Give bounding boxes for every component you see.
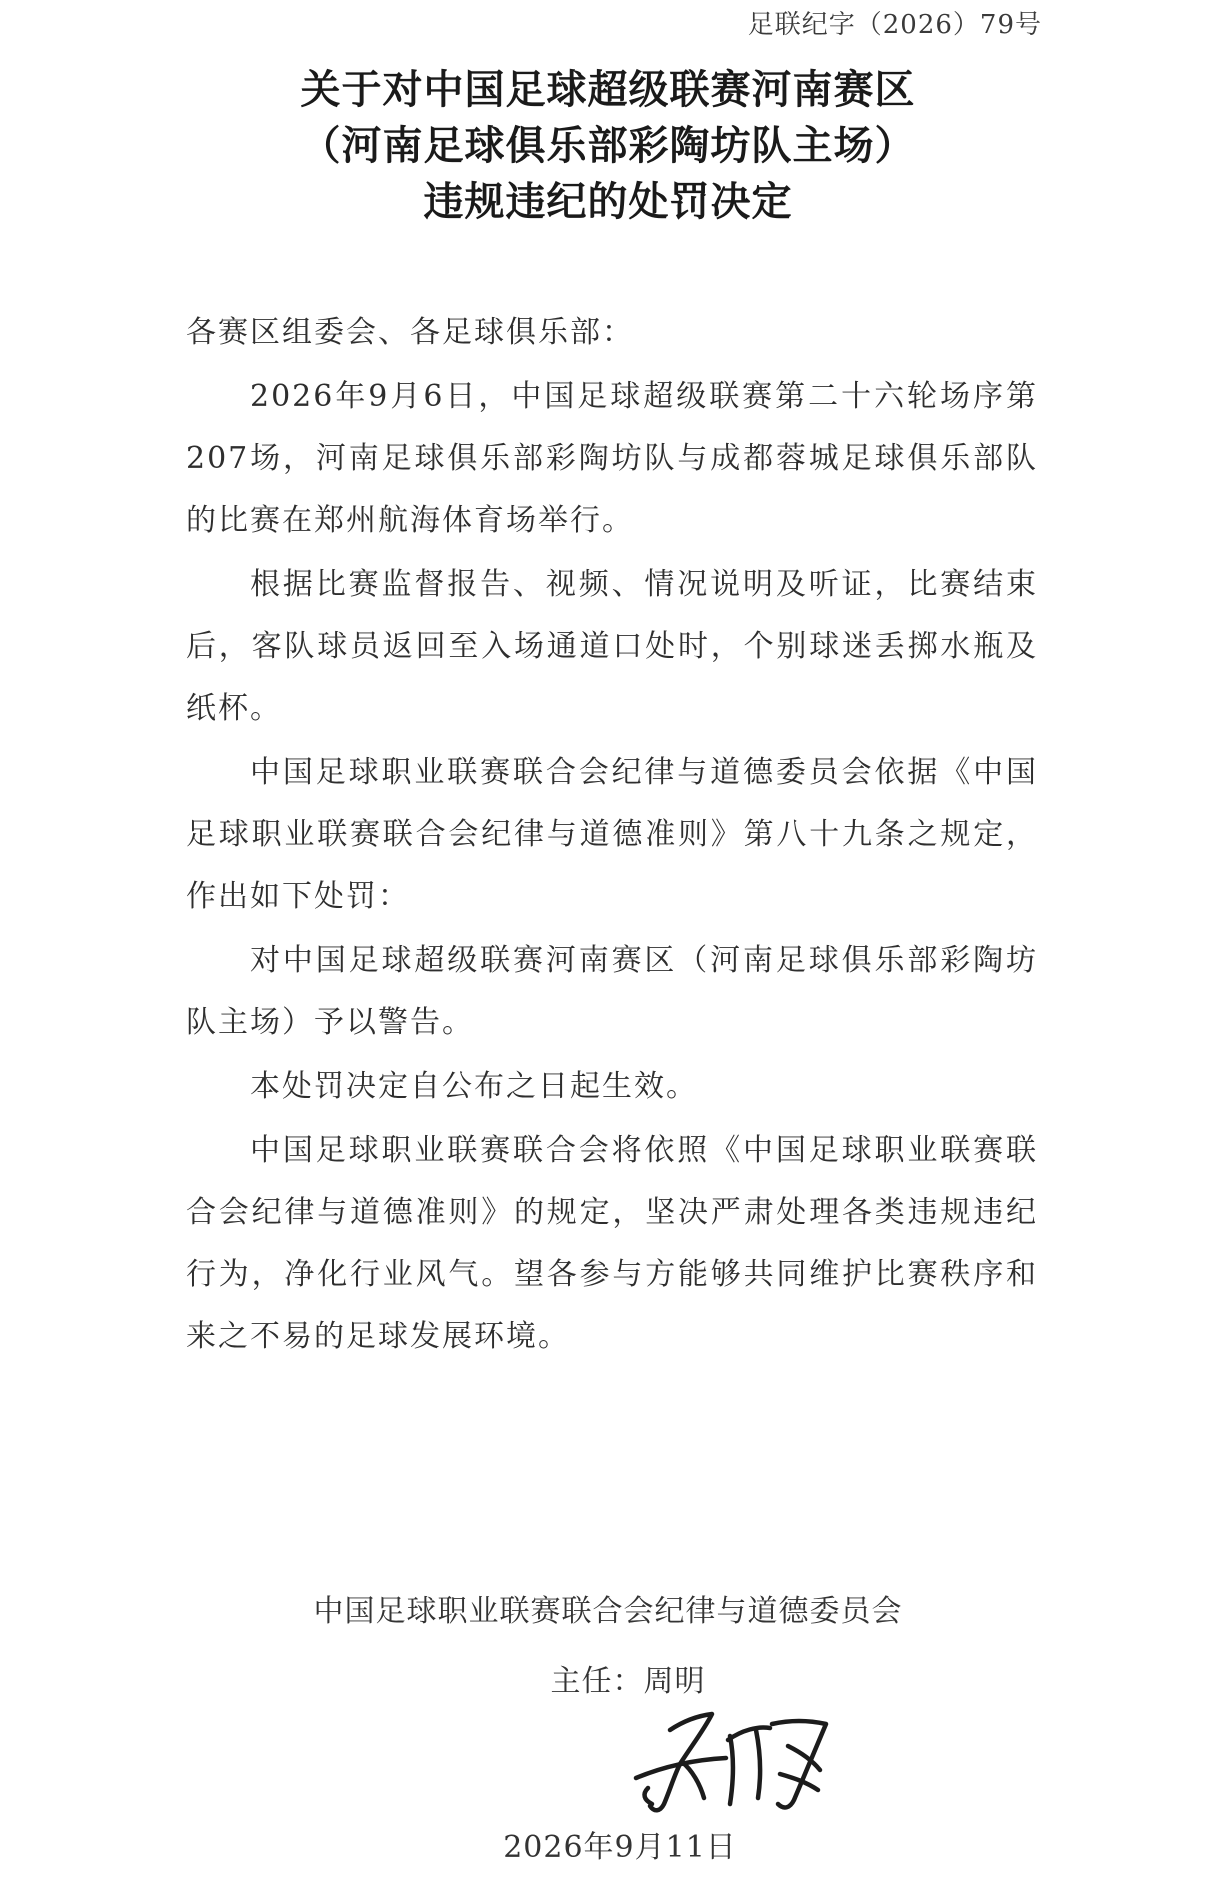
paragraph-legal-basis: 中国足球职业联赛联合会纪律与道德委员会依据《中国足球职业联赛联合会纪律与道德准则》第八十九条之规定，作出如下处罚：: [186, 755, 1038, 914]
title-line-2: （河南足球俱乐部彩陶坊队主场）: [300, 122, 916, 169]
paragraph-match-info: 2026年9月6日，中国足球超级联赛第二十六轮场序第207场，河南足球俱乐部彩陶坊队与成都蓉城足球俱乐部队的比赛在郑州航海体育场举行。: [186, 379, 1038, 538]
document-number: 足联纪字（2026）79号: [747, 10, 1042, 40]
handwritten-signature: [630, 1700, 870, 1820]
document-title: [0, 62, 1216, 230]
paragraph-closing: 中国足球职业联赛联合会将依照《中国足球职业联赛联合会纪律与道德准则》的规定，坚决严肃处理各类违规违纪行为，净化行业风气。望各参与方能够共同维护比赛秩序和来之不易的足球发展环境。: [186, 1133, 1038, 1354]
paragraph-penalty: 对中国足球超级联赛河南赛区（河南足球俱乐部彩陶坊队主场）予以警告。: [186, 943, 1038, 1040]
paragraph-effective: 本处罚决定自公布之日起生效。: [250, 1069, 698, 1104]
paragraph-incident: 根据比赛监督报告、视频、情况说明及听证，比赛结束后，客队球员返回至入场通道口处时，个别球迷丢掷水瓶及纸杯。: [186, 567, 1038, 726]
document-body: [186, 302, 1038, 1370]
salutation: 各赛区组委会、各足球俱乐部：: [186, 315, 634, 350]
title-line-1: 关于对中国足球超级联赛河南赛区: [300, 66, 916, 113]
issuing-committee: 中国足球职业联赛联合会纪律与道德委员会: [313, 1594, 903, 1629]
issue-date: 2026年9月11日: [503, 1830, 737, 1865]
title-line-3: 违规违纪的处罚决定: [423, 178, 793, 225]
director-line: 主任：周明: [550, 1664, 706, 1699]
